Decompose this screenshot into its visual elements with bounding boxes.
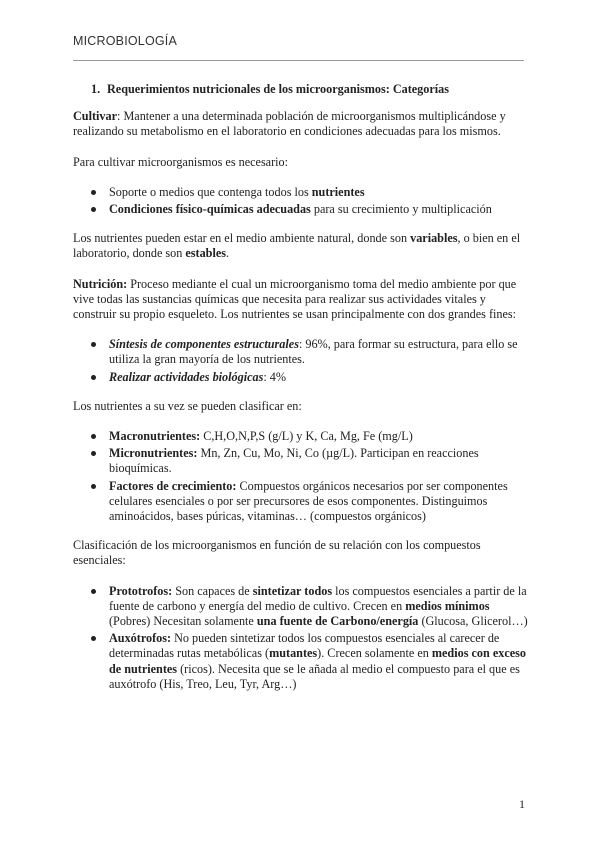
organism-types-list xyxy=(73,584,528,692)
list-item xyxy=(73,429,528,444)
item-bold-italic: Realizar actividades biológicas xyxy=(109,369,264,384)
list-item xyxy=(73,202,528,217)
item-text: ). Crecen solamente en xyxy=(317,646,432,661)
list-item xyxy=(73,584,528,630)
item-bold: nutrientes xyxy=(311,184,365,199)
nutricion-definition: Proceso mediante el cual un microorganismo toma del medio ambiente por que vive todas las sustancias químicas que necesita para realizar sus actividades vitales y construir su propio esqueleto. Los nutrientes se usan principalmente con dos grandes fines: xyxy=(73,276,517,322)
list-item xyxy=(73,446,528,476)
nutricion-paragraph xyxy=(73,277,528,323)
text-run: Los nutrientes pueden estar en el medio ambiente natural, donde son xyxy=(73,231,411,246)
nutricion-term: Nutrición: xyxy=(73,276,128,291)
header-divider xyxy=(73,60,524,61)
item-text: C,H,O,N,P,S (g/L) y K, Ca, Mg, Fe (mg/L) xyxy=(200,429,413,444)
item-text: Soporte o medios que contenga todos los xyxy=(109,184,312,199)
item-bold: medios con exceso de nutrientes xyxy=(109,646,526,676)
cultivar-term: Cultivar xyxy=(73,109,118,124)
bold-run: estables xyxy=(185,246,226,261)
item-bold: Macronutrientes: xyxy=(109,429,201,444)
item-bold: Condiciones físico-químicas adecuadas xyxy=(109,202,311,217)
item-text: (Pobres) Necesitan solamente xyxy=(109,614,257,629)
item-text: (Glucosa, Glicerol…) xyxy=(418,614,528,629)
clasificacion-paragraph: Clasificación de los microorganismos en función de su relación con los compuestos esenciales: xyxy=(73,538,481,568)
section-number: 1. xyxy=(91,82,101,96)
item-text: (ricos). Necesita que se le añada al medio el compuesto para el que es auxótrofo (His, Treo, Leu, Tyr, Arg…) xyxy=(109,661,520,691)
cultivar-definition: : Mantener a una determinada población de microorganismos multiplicándose y realizando su metabolismo en el laboratorio en condiciones adecuadas para los mismos. xyxy=(73,109,506,139)
item-bold: sintetizar todos xyxy=(252,583,333,598)
requirements-list xyxy=(73,185,528,217)
clasificar-paragraph: Los nutrientes a su vez se pueden clasificar en: xyxy=(73,398,302,413)
item-bold-italic: Síntesis de componentes estructurales xyxy=(109,337,299,352)
list-item xyxy=(73,631,528,692)
item-text: No pueden sintetizar todos los compuestos esenciales al carecer de determinadas rutas metabólicas ( xyxy=(109,631,500,661)
page-number: 1 xyxy=(519,797,525,811)
item-text: para su crecimiento y multiplicación xyxy=(310,202,492,217)
item-bold: Factores de crecimiento: xyxy=(109,478,237,493)
item-bold: Micronutrientes: xyxy=(109,446,198,461)
bold-run: variables xyxy=(410,231,458,246)
text-run: . xyxy=(226,246,230,261)
item-bold: una fuente de Carbono/energía xyxy=(256,614,419,629)
list-item xyxy=(73,185,528,200)
nutrient-types-list xyxy=(73,429,528,524)
section-heading xyxy=(73,82,528,97)
item-text: Compuestos orgánicos necesarios por ser componentes celulares esenciales o por ser precursores de esos componentes. Distinguimos aminoácidos, bases púricas, vitaminas… (compuestos orgánicos) xyxy=(109,478,508,524)
item-text: : 96%, para formar su estructura, para ello se utiliza la gran mayoría de los nutrientes. xyxy=(109,337,518,367)
document-body xyxy=(73,82,528,706)
section-title: Requerimientos nutricionales de los microorganismos: Categorías xyxy=(107,82,450,96)
list-item xyxy=(73,370,528,385)
purposes-list xyxy=(73,337,528,385)
item-text: los compuestos esenciales a partir de la fuente de carbono y energía del medio de cultivo. Crecen en xyxy=(109,583,527,613)
item-text: Mn, Zn, Cu, Mo, Ni, Co (µg/L). Participan en reacciones bioquímicas. xyxy=(109,446,479,476)
item-bold: Auxótrofos: xyxy=(109,631,172,646)
item-bold: Prototrofos: xyxy=(109,583,173,598)
nutrientes-paragraph xyxy=(73,231,528,261)
item-text: Son capaces de xyxy=(172,583,253,598)
text-run: , o bien en el laboratorio, donde son xyxy=(73,231,521,261)
item-text: : 4% xyxy=(263,369,287,384)
para-cultivar-paragraph: Para cultivar microorganismos es necesario: xyxy=(73,154,289,169)
page-header: MICROBIOLOGÍA xyxy=(73,34,178,48)
item-bold: mutantes xyxy=(269,646,318,661)
item-bold: medios mínimos xyxy=(405,598,490,613)
list-item xyxy=(73,337,528,367)
list-item xyxy=(73,479,528,525)
cultivar-paragraph xyxy=(73,109,528,139)
